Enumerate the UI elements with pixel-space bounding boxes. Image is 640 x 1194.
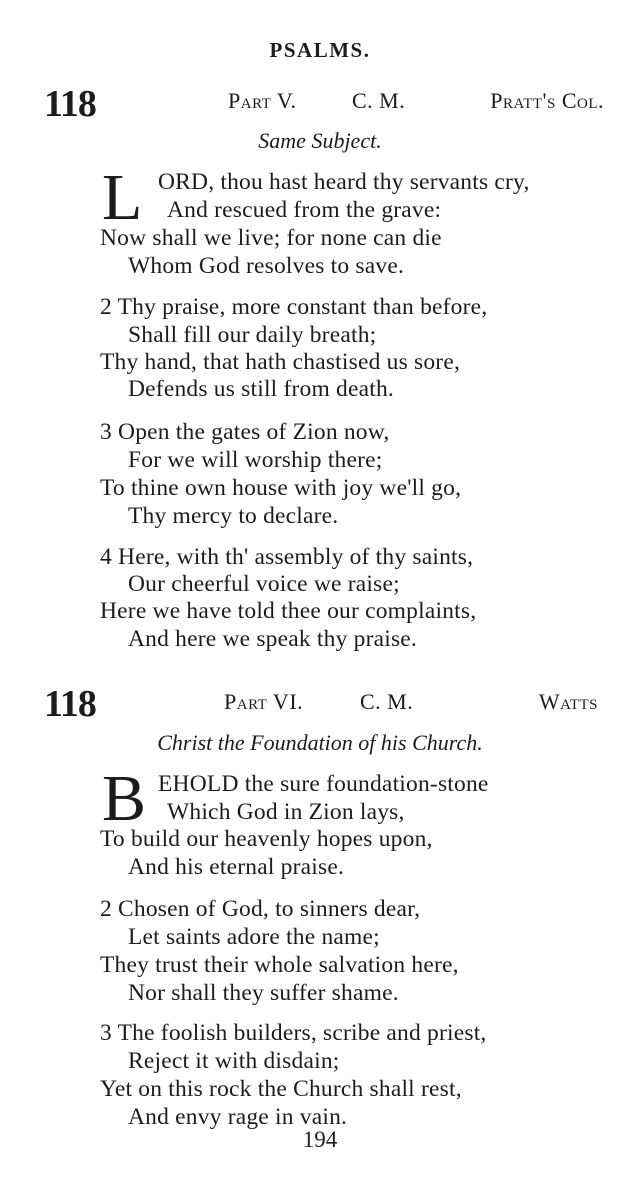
verse-line: Yet on this rock the Church shall rest, [100,1076,462,1102]
drop-cap: L [102,161,143,234]
verse-line: And his eternal praise. [128,854,345,880]
verse-line: 2 Chosen of God, to sinners dear, [100,896,421,922]
verse-line: Which God in Zion lays, [167,799,405,825]
hymn-number: 118 [44,683,96,725]
verse-line: And envy rage in vain. [128,1104,348,1130]
drop-cap: B [102,762,147,835]
hymn-part: Part VI. [224,689,304,714]
verse-line: And rescued from the grave: [167,197,442,223]
verse-line: Thy mercy to declare. [128,503,339,529]
verse-line: EHOLD the sure foundation-stone [158,771,489,797]
hymn-header [228,88,604,118]
verse-line: Nor shall they suffer shame. [128,980,399,1006]
verse-line: And here we speak thy praise. [128,626,418,652]
verse-line: 2 Thy praise, more constant than before, [100,294,488,320]
verse-line: To thine own house with joy we'll go, [100,475,462,501]
verse-line: They trust their whole salvation here, [100,952,459,978]
hymn-header [224,689,598,719]
verse-line: Reject it with disdain; [128,1048,340,1074]
hymn-subtitle: Christ the Foundation of his Church. [157,730,483,755]
verse-line: 4 Here, with th' assembly of thy saints, [100,544,474,570]
running-head: PSALMS. [269,38,371,62]
verse-line: Whom God resolves to save. [128,253,405,279]
hymn-number: 118 [44,83,96,125]
hymn-subtitle: Same Subject. [258,128,382,153]
verse-line: Shall fill our daily breath; [128,322,377,348]
hymn-tune: Pratt's Col. [490,88,604,113]
verse-line: For we will worship there; [128,447,383,473]
hymn-part: Part V. [228,88,297,113]
verse-line: Here we have told thee our complaints, [100,598,477,624]
verse-line: 3 Open the gates of Zion now, [100,419,390,445]
page-number: 194 [302,1127,338,1152]
verse-line: Defends us still from death. [128,376,395,402]
hymn-tune: Watts [538,689,598,714]
verse-line: Thy hand, that hath chastised us sore, [100,349,461,375]
hymn-meter: C. M. [352,88,406,113]
hymn-meter: C. M. [360,689,414,714]
verse-line: Now shall we live; for none can die [100,225,442,251]
verse-line: To build our heavenly hopes upon, [100,826,433,852]
verse-line: ORD, thou hast heard thy servants cry, [158,169,530,195]
verse-line: Our cheerful voice we raise; [128,571,400,597]
verse-line: Let saints adore the name; [128,924,380,950]
verse-line: 3 The foolish builders, scribe and priest, [100,1020,487,1046]
